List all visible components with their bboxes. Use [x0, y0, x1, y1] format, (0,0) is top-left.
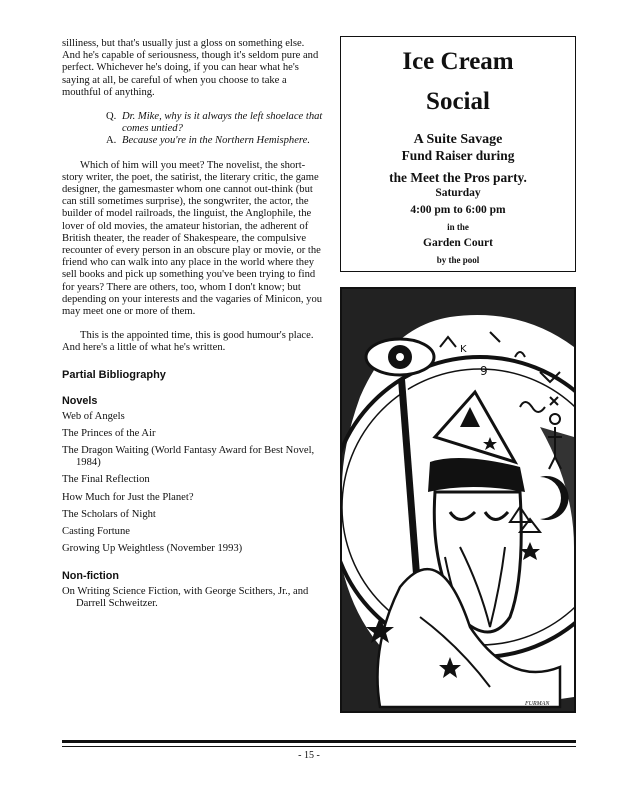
list-item: The Princes of the Air: [62, 427, 156, 439]
footer-rule-thick: [62, 740, 576, 743]
main-column: [62, 38, 324, 624]
list-item: Growing Up Weightless (November 1993): [62, 543, 243, 555]
box-subtitle-3: the Meet the Pros party.: [389, 170, 527, 185]
list-item: The Final Reflection: [62, 474, 150, 486]
list-item: On Writing Science Fiction, with George Scithers, Jr., and Darrell Schweitzer.: [62, 585, 309, 609]
wizard-illustration: [340, 287, 576, 713]
answer-letter: A.: [106, 135, 117, 147]
nonfiction-heading: Non-fiction: [62, 569, 119, 582]
svg-text:9: 9: [480, 364, 488, 378]
artist-signature: FURMAN: [525, 701, 550, 707]
question-letter: Q.: [106, 111, 117, 123]
qa-block: [62, 111, 324, 148]
which-of-him-paragraph: Which of him will you meet? The novelist, the short-story writer, the poet, the satirist, the literary critic, the game designer, the gamesmaster whom one cannot out-think (but can still sometimes surprise), the songwriter, the actor, the builder of model railroads, the linguist, the Anglophile, the lover of old movies, the amateur historian, the adherent of British theater, the reader of Shakespeare, the compulsive recounter of every person in an obscure play or movie, or the friend who can walk into any place in the world where they sell books and pick up something you've been trying to find for years? There are others, too, whom I don't know; but depending on your interests and the vagaries of Minicon, you may meet one or more of them.: [62, 159, 323, 318]
question-text: Dr. Mike, why is it always the left shoelace that comes untied?: [122, 111, 323, 135]
list-item: The Dragon Waiting (World Fantasy Award for Best Novel, 1984): [62, 445, 315, 469]
box-subtitle-1: A Suite Savage: [413, 132, 503, 147]
box-place: Garden Court: [423, 237, 493, 249]
novels-list: [62, 411, 324, 556]
ice-cream-social-box: [340, 36, 576, 272]
box-by-pool: by the pool: [436, 255, 480, 265]
box-title-line2: Social: [426, 88, 490, 115]
box-day: Saturday: [435, 187, 481, 199]
box-in-the: in the: [447, 222, 469, 232]
novels-heading: Novels: [62, 394, 98, 407]
box-title-line1: Ice Cream: [402, 48, 514, 75]
svg-text:K: K: [460, 344, 467, 355]
intro-paragraph: silliness, but that's usually just a gloss on something else. And he's capable of seriousness, though it's seldom pure and perfect. Whichever he's doing, if you can hear what he's saying at all, be careful of when you choose to take a mouthful of anything.: [62, 38, 319, 98]
answer-row: [62, 135, 324, 147]
footer-rule-thin: [62, 746, 576, 747]
list-item: How Much for Just the Planet?: [62, 491, 194, 503]
page-number: - 15 -: [298, 750, 320, 761]
bibliography-heading: Partial Bibliography: [62, 368, 166, 381]
box-subtitle-2: Fund Raiser during: [401, 148, 515, 163]
question-row: [62, 111, 324, 135]
answer-text: Because you're in the Northern Hemisphere.: [122, 135, 311, 147]
appointed-time-paragraph: This is the appointed time, this is good humour's place. And here's a little of what he's written.: [62, 330, 314, 354]
list-item: Casting Fortune: [62, 526, 130, 538]
nonfiction-list: [62, 586, 324, 610]
list-item: Web of Angels: [62, 410, 125, 422]
list-item: The Scholars of Night: [62, 508, 156, 520]
box-time: 4:00 pm to 6:00 pm: [410, 204, 506, 216]
